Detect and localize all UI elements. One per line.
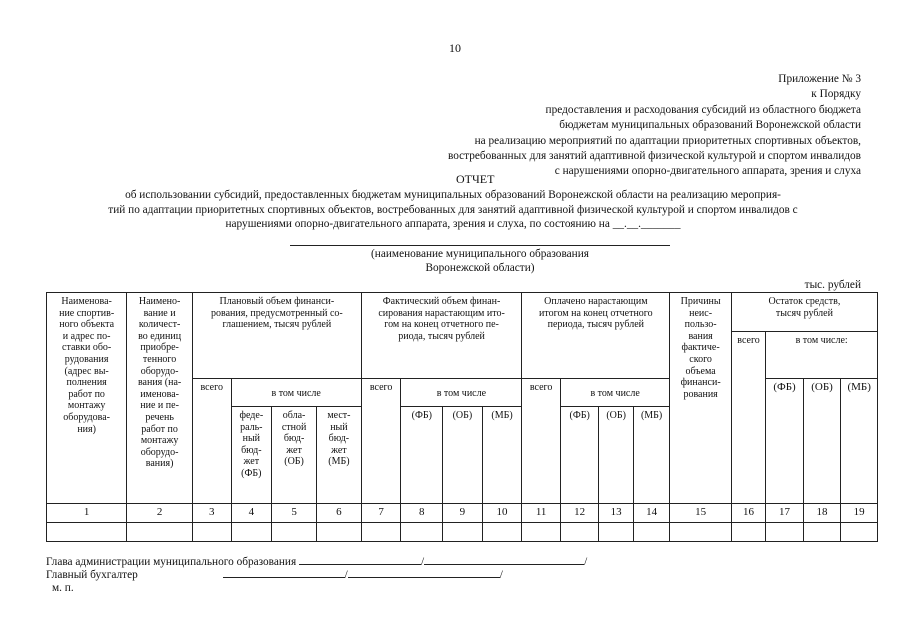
column-number: 17 (766, 504, 804, 523)
header-planned-mb: мест- ный бюд- жет (МБ) (316, 407, 361, 504)
appendix-header (448, 72, 861, 180)
column-number: 6 (316, 504, 361, 523)
accountant-signature-label: Главный бухгалтер (46, 569, 138, 581)
header-paid-mb: (МБ) (633, 407, 670, 504)
header-remainder-mb: (МБ) (841, 379, 878, 504)
table-cell[interactable] (401, 523, 443, 542)
header-actual-ob: (ОБ) (443, 407, 483, 504)
table-cell[interactable] (482, 523, 522, 542)
head-signature-line: Глава администрации муниципального образования / / (46, 553, 587, 569)
header-actual-total: всего (361, 379, 401, 504)
column-number: 13 (599, 504, 633, 523)
head-name-field[interactable] (424, 553, 584, 565)
column-number-row (47, 504, 878, 523)
column-number: 5 (272, 504, 317, 523)
column-number: 19 (841, 504, 878, 523)
header-planned-total: всего (192, 379, 231, 504)
table-cell[interactable] (47, 523, 127, 542)
page-number: 10 (449, 41, 461, 55)
table-cell[interactable] (522, 523, 561, 542)
column-number: 4 (231, 504, 272, 523)
table-cell[interactable] (443, 523, 483, 542)
header-paid: Оплачено нарастающим итогом на конец отчетного периода, тысяч рублей (522, 293, 670, 379)
table-cell[interactable] (803, 523, 841, 542)
header-remainder-ob: (ОБ) (803, 379, 841, 504)
column-number: 9 (443, 504, 483, 523)
column-number: 11 (522, 504, 561, 523)
table-cell[interactable] (316, 523, 361, 542)
report-heading (46, 188, 860, 232)
table-cell[interactable] (599, 523, 633, 542)
table-cell[interactable] (272, 523, 317, 542)
table-cell[interactable] (766, 523, 804, 542)
column-number: 3 (192, 504, 231, 523)
accountant-name-field[interactable] (348, 566, 500, 578)
org-name-field[interactable] (290, 245, 670, 246)
units-label: тыс. рублей (804, 279, 861, 291)
report-table (46, 292, 878, 542)
accountant-signature-line: Главный бухгалтер / / (46, 566, 503, 582)
head-signature-label: Глава администрации муниципального образования (46, 556, 297, 568)
appendix-line: на реализацию мероприятий по адаптации приоритетных спортивных объектов, (474, 134, 861, 147)
header-reasons: Причины неис- пользо- вания фактиче- ского объема финанси- рования (670, 293, 732, 504)
header-remainder-fb: (ФБ) (766, 379, 804, 504)
table-cell[interactable] (633, 523, 670, 542)
table-cell[interactable] (670, 523, 732, 542)
appendix-line: бюджетам муниципальных образований Воронежской области (559, 119, 861, 132)
column-number: 12 (560, 504, 599, 523)
header-paid-incl: в том числе (560, 379, 669, 407)
table-cell[interactable] (560, 523, 599, 542)
header-planned: Плановый объем финанси- рования, предусмотренный со- глашением, тысяч рублей (192, 293, 361, 379)
table-cell[interactable] (192, 523, 231, 542)
column-number: 16 (731, 504, 765, 523)
report-title: ОТЧЕТ (456, 172, 495, 186)
report-heading-line: об использовании субсидий, предоставленных бюджетам муниципальных образований Воронежской области на реализацию мероприя- (125, 189, 781, 201)
table-cell[interactable] (731, 523, 765, 542)
header-equipment: Наимено- вание и количест- во единиц приобре- тенного оборудо- вания (на- именова- ние и пе- речень работ по монтажу оборудо- вания) (127, 293, 193, 504)
column-number: 14 (633, 504, 670, 523)
table-row (47, 523, 878, 542)
org-caption-line: Воронежской области) (425, 262, 535, 274)
column-number: 8 (401, 504, 443, 523)
header-actual-mb: (МБ) (482, 407, 522, 504)
table-cell[interactable] (231, 523, 272, 542)
header-planned-ob: обла- стной бюд- жет (ОБ) (272, 407, 317, 504)
header-remainder-incl: в том числе: (766, 332, 878, 379)
header-actual: Фактический объем финан- сирования нарастающим ито- гом на конец отчетного пе- риода, тысяч рублей (361, 293, 522, 379)
header-object: Наименова- ние спортив- ного объекта и адрес по- ставки обо- рудования (адрес вы- полнения работ по монтажу оборудова- ния) (47, 293, 127, 504)
column-number: 2 (127, 504, 193, 523)
appendix-line: к Порядку (811, 88, 861, 101)
column-number: 1 (47, 504, 127, 523)
report-heading-line: тий по адаптации приоритетных спортивных объектов, востребованных для занятий адаптивной физической культурой и спортом инвалидов с (108, 203, 798, 216)
table-cell[interactable] (361, 523, 401, 542)
stamp-label: м. п. (52, 582, 74, 594)
appendix-line: предоставления и расходования субсидий из областного бюджета (545, 103, 861, 116)
appendix-line: Приложение № 3 (778, 73, 861, 85)
header-paid-ob: (ОБ) (599, 407, 633, 504)
appendix-line: востребованных для занятий адаптивной физической культурой и спортом инвалидов (447, 150, 861, 163)
table-cell[interactable] (127, 523, 193, 542)
column-number: 18 (803, 504, 841, 523)
header-planned-fb: феде- раль- ный бюд- жет (ФБ) (231, 407, 272, 504)
header-planned-incl: в том числе (231, 379, 361, 407)
appendix-line: с нарушениями опорно-двигательного аппарата, зрения и слуха (554, 165, 861, 178)
org-caption (290, 247, 670, 275)
header-remainder: Остаток средств, тысяч рублей (731, 293, 877, 332)
org-caption-line: (наименование муниципального образования (371, 248, 589, 260)
head-signature-field[interactable] (299, 553, 421, 565)
column-number: 10 (482, 504, 522, 523)
header-remainder-total: всего (731, 332, 765, 504)
table-cell[interactable] (841, 523, 878, 542)
header-paid-total: всего (522, 379, 561, 504)
header-actual-fb: (ФБ) (401, 407, 443, 504)
header-paid-fb: (ФБ) (560, 407, 599, 504)
report-heading-line: нарушениями опорно-двигательного аппарата, зрения и слуха, по состоянию на __.__._______ (225, 218, 681, 230)
column-number: 15 (670, 504, 732, 523)
accountant-signature-field[interactable] (223, 566, 345, 578)
column-number: 7 (361, 504, 401, 523)
header-actual-incl: в том числе (401, 379, 522, 407)
